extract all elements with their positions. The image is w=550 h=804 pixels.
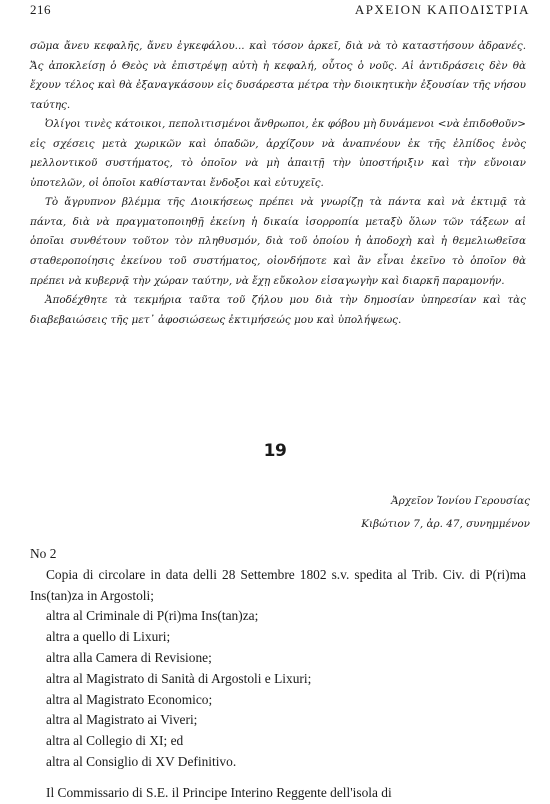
running-title: ΑΡΧΕΙΟΝ ΚΑΠΟΔΙΣΤΡΙΑ — [354, 2, 530, 17]
archive-reference — [361, 490, 530, 536]
archive-name: Ἀρχεῖον Ἰονίου Γερουσίας — [391, 495, 530, 507]
list-item: altra al Magistrato di Sanità di Argostoli e Lixuri; — [46, 670, 312, 686]
list-item: altra al Collegio di XI; ed — [46, 733, 184, 749]
list-item: altra alla Camera di Revisione; — [46, 649, 212, 665]
document-no-label: No 2 — [30, 546, 57, 561]
document-number: 19 — [263, 441, 287, 461]
italian-text-block — [30, 544, 526, 804]
list-item: altra al Magistrato ai Viveri; — [46, 712, 198, 728]
closing-line: Il Commissario di S.E. il Principe Interino Reggente dell'isola di — [46, 784, 392, 800]
archive-box: Κιβώτιον 7, ἀρ. 47, συνημμένον — [361, 518, 530, 530]
recipient-list — [30, 606, 526, 772]
page-number: 216 — [30, 2, 51, 17]
greek-paragraph-4: Ἀποδέχθητε τὰ τεκμήρια ταῦτα τοῦ ζήλου μου διὰ τὴν δημοσίαν ὑπηρεσίαν καὶ τὰς διαβεβαιώσεις τῆς μετ᾽ ἀφοσιώσεως ἐκτιμήσεώς μου καὶ ὑπολήψεως. — [30, 294, 526, 326]
list-item: altra a quello di Lixuri; — [46, 629, 171, 645]
greek-text-block — [30, 37, 526, 330]
list-item: altra al Magistrato Economico; — [46, 691, 213, 707]
greek-paragraph-1: σῶμα ἄνευ κεφαλῆς, ἄνευ ἐγκεφάλου... καὶ τόσον ἀρκεῖ, διὰ νὰ τὸ καταστήσουν ἀδρανές. Ἄς ἀποκλείσῃ ὁ Θεὸς νὰ ἐπιστρέψῃ αὐτὴ ἡ κεφαλή, οὗτος ὁ νοῦς. Αἱ ἀντιδράσεις δὲν θὰ ἔχουν τέλος καὶ θὰ ἐξαναγκάσουν εἰς δυσάρεστα μέτρα τὴν διοικητικὴν ἐξουσίαν τῆς νήσου ταύτης. — [30, 40, 526, 111]
list-item: altra al Criminale di P(ri)ma Ins(tan)za; — [46, 608, 259, 624]
greek-paragraph-3: Τὸ ἄγρυπνον βλέμμα τῆς Διοικήσεως πρέπει νὰ γνωρίζῃ τὰ πάντα καὶ νὰ ἐκτιμᾷ τὰ πάντα, διὰ νὰ πραγματοποιηθῇ ἐκείνη ἡ δικαία ἰσορροπία μεταξὺ ὅλων τῶν τάξεων αἱ ὁποῖαι συνθέτουν τοῦτον τὸν πληθυσμόν, διὰ τοῦ ὁποίου ἡ ἀποδοχὴ καὶ ἡ θεμελιωθεῖσα σταθεροποίησις ἐκείνου τοῦ συστήματος, οἱονδήποτε καὶ ἂν εἶναι ἐκεῖνο τὸ ὁποῖον θὰ πρέπει νὰ κυβερνᾷ τὴν χώραν ταύτην, νὰ ἔχῃ εὔκολον εἰσαγωγὴν καὶ διαρκῆ παραμονήν. — [30, 196, 526, 287]
list-item: altra al Consiglio di XV Definitivo. — [46, 753, 237, 769]
greek-paragraph-2: Ὀλίγοι τινὲς κάτοικοι, πεπολιτισμένοι ἄνθρωποι, ἐκ φόβου μὴ δυνάμενοι <νὰ ἐπιδοθοῦν> εἰς σχέσεις μετὰ χωρικῶν καὶ ὁπαδῶν, ἀρχίζουν νὰ ἀναπνέουν ἐκ τῆς ἐλπίδος ἑνὸς μελλοντικοῦ συστήματος, τὸ ὁποῖον νὰ μὴ ἀπαιτῇ τὴν ὑποστήριξιν καὶ τὴν εὔνοιαν ὑποτελῶν, οἱ ὁποῖοι καθίστανται ἔνδοξοι καὶ εὐτυχεῖς. — [30, 118, 526, 189]
page-header — [0, 0, 550, 24]
circular-intro: Copia di circolare in data delli 28 Settembre 1802 s.v. spedita al Trib. Civ. di P(ri)ma Ins(tan)za in Argostoli; — [30, 566, 526, 603]
